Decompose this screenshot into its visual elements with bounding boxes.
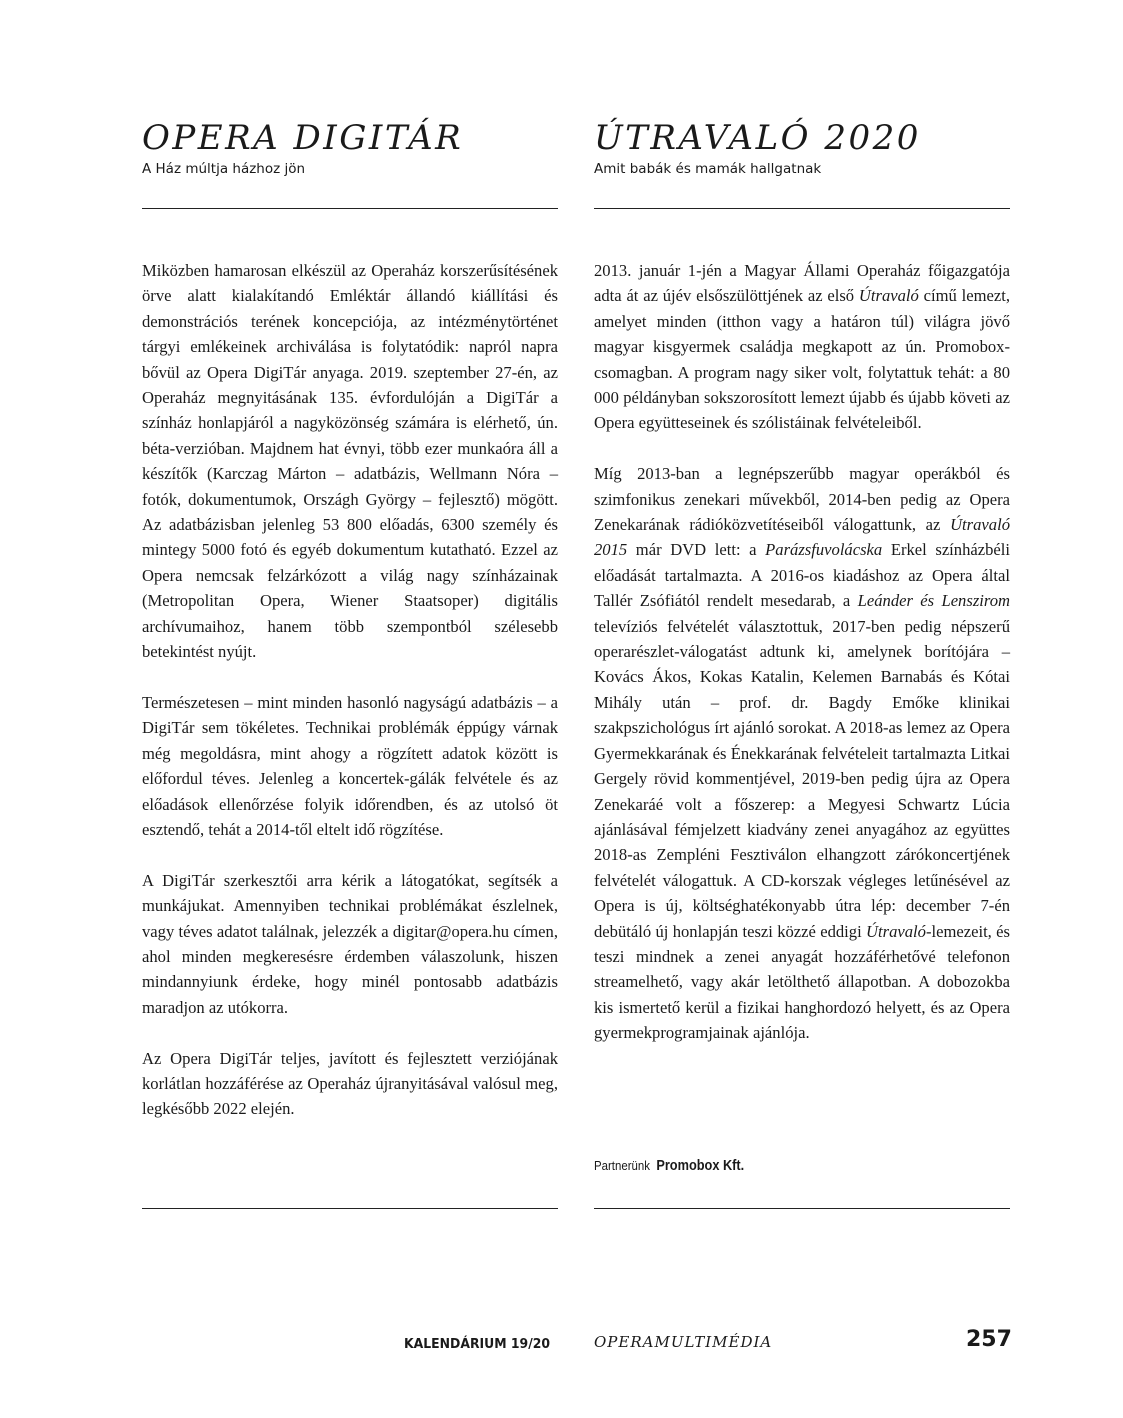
right-column-header xyxy=(594,118,1010,178)
italic-title: Útravaló xyxy=(858,286,919,306)
left-article-body xyxy=(142,258,558,1122)
right-paragraph-1 xyxy=(594,258,1010,436)
italic-title: Parázsfuvolácska xyxy=(765,540,883,560)
left-subtitle: A Ház múltja házhoz jön xyxy=(142,161,306,177)
text-span: televíziós felvételét választottuk, 2017-ben pedig népszerű operarészlet-válogatást adtunk ki, amelynek borítójára – Kovács Ákos, Kokas Katalin, Kelemen Barnabás és Kótai Mihály után – prof. dr. Bagdy Emőke klinikai szakpszichológus írt ajánló sorokat. A 2018-as lemez az Opera Gyermekkarának és Énekkarának felvételeit tartalmazta Litkai Gergely rövid kommentjével, 2019-ben pedig újra az Opera Zenekaráé volt a főszerep: a Megyesi Schwartz Lúcia ajánlásával fémjelzett kiadvány zenei anyagához az együttes 2018-as Zempléni Fesztiválon elhangzott zárókoncertjének felvételét válogattuk. A CD-korszak végleges letűnésével az Opera is új, költséghatékonyabb útra lép: december 7-én debütáló új honlapján teszi közzé eddigi xyxy=(594,616,1010,941)
text-span: című lemezt, amelyet minden (itthon vagy a határon túl) világra jövő magyar kisgyermek családja megkapott az ún. Promobox-csomagban. A program nagy siker volt, folytattuk tehát: a 80 000 példányban sokszorosított lemezt újabb és újabb követi az Opera együtteseinek és szólistáinak felvételeiből. xyxy=(594,286,1010,433)
footer-publication: KALENDÁRIUM 19/20 xyxy=(404,1336,551,1352)
left-column-header xyxy=(142,118,558,178)
partner-label: Partnerünk xyxy=(594,1158,650,1173)
left-paragraph: Miközben hamarosan elkészül az Operaház korszerűsítésének örve alatt kialakítandó Emléktár állandó kiállítási és demonstrációs terének koncepciója, az intézménytörténet tárgyi emlékeinek archiválása is folytatódik: napról napra bővül az Opera DigiTár anyaga. 2019. szeptember 27-én, az Operaház megnyitásának 135. évfordulóján a DigiTár a színház honlapjáról a nagyközönség számára is elérhető, ún. béta-verzióban. Majdnem hat évnyi, több ezer munkaóra áll a készítők (Karczag Márton – adatbázis, Wellmann Nóra – fotók, dokumentumok, Országh György – fejlesztő) mögött. Az adatbázisban jelenleg 53 800 előadás, 6300 személy és mintegy 5000 fotó és egyéb dokumentum kutatható. Ezzel az Opera nemcsak felzárkózott a világ nagy színházainak (Metropolitan Opera, Wiener Staatsoper) digitális archívumaihoz, hanem több szempontból szélesebb betekintést nyújt. xyxy=(142,261,558,662)
left-bottom-divider xyxy=(142,1208,558,1209)
right-paragraph-2 xyxy=(594,461,1010,1045)
left-title: OPERA DIGITÁR xyxy=(142,118,464,158)
right-article-body xyxy=(594,258,1010,1046)
right-bottom-divider xyxy=(594,1208,1010,1209)
text-span: 2013. január 1-jén a Magyar Állami Operaház főigazgatója adta át az újév elsőszülöttjének az első xyxy=(594,261,1010,306)
italic-title: Útravaló xyxy=(866,921,926,941)
text-span: Míg 2013-ban a legnépszerűbb magyar operákból és szimfonikus zenekari művekből, 2014-ben pedig az Opera Zenekarának rádióközvetítéseiből válogattunk, az xyxy=(594,464,1010,535)
right-top-divider xyxy=(594,208,1010,209)
footer-section: OPERAMULTIMÉDIA xyxy=(594,1333,773,1351)
italic-title: Leánder és Lenszirom xyxy=(857,591,1011,611)
left-paragraph: A DigiTár szerkesztői arra kérik a látogatókat, segítsék a munkájukat. Amennyiben technikai problémákat észlelnek, vagy téves adatot találnak, jelezzék a digitar@opera.hu címen, ahol minden megkeresésre érdemben válaszolunk, hiszen mindannyiunk érdeke, hogy minél pontosabb adatbázis maradjon az utókorra. xyxy=(142,870,558,1017)
left-paragraph: Az Opera DigiTár teljes, javított és fejlesztett verziójának korlátlan hozzáférése az Operaház újranyitásával valósul meg, legkésőbb 2022 elején. xyxy=(142,1048,558,1119)
text-span: már DVD lett: a xyxy=(627,540,766,560)
page-number: 257 xyxy=(966,1327,1012,1352)
italic-title: Útravaló 2015 xyxy=(594,515,1010,560)
text-span: -lemezeit, és teszi mindnek a zenei anyagát hozzáférhetővé telefonon streamelhető, vagy akár letölthető állapotban. A dobozokba kis ismertető kerül a fizikai hanghordozó helyett, és az Opera gyermekprogramjainak ajánlója. xyxy=(594,921,1010,1043)
right-subtitle: Amit babák és mamák hallgatnak xyxy=(594,161,822,177)
left-top-divider xyxy=(142,208,558,209)
text-span: Erkel színházbéli előadását tartalmazta. A 2016-os kiadáshoz az Opera által Tallér Zsófiától rendelt mesedarab, a xyxy=(594,540,1011,611)
partner-name: Promobox Kft. xyxy=(656,1158,745,1174)
left-paragraph: Természetesen – mint minden hasonló nagyságú adatbázis – a DigiTár sem tökéletes. Technikai problémák éppúgy várnak még megoldásra, mint ahogy a rögzített adatok között is előfordul téves. Jelenleg a koncertek-gálák felvétele és az előadások ellenőrzése folyik időrendben, és az utolsó öt esztendő, tehát a 2014-től eltelt idő rögzítése. xyxy=(142,692,558,839)
partner-credit xyxy=(594,1158,744,1174)
right-title: ÚTRAVALÓ 2020 xyxy=(594,118,921,158)
